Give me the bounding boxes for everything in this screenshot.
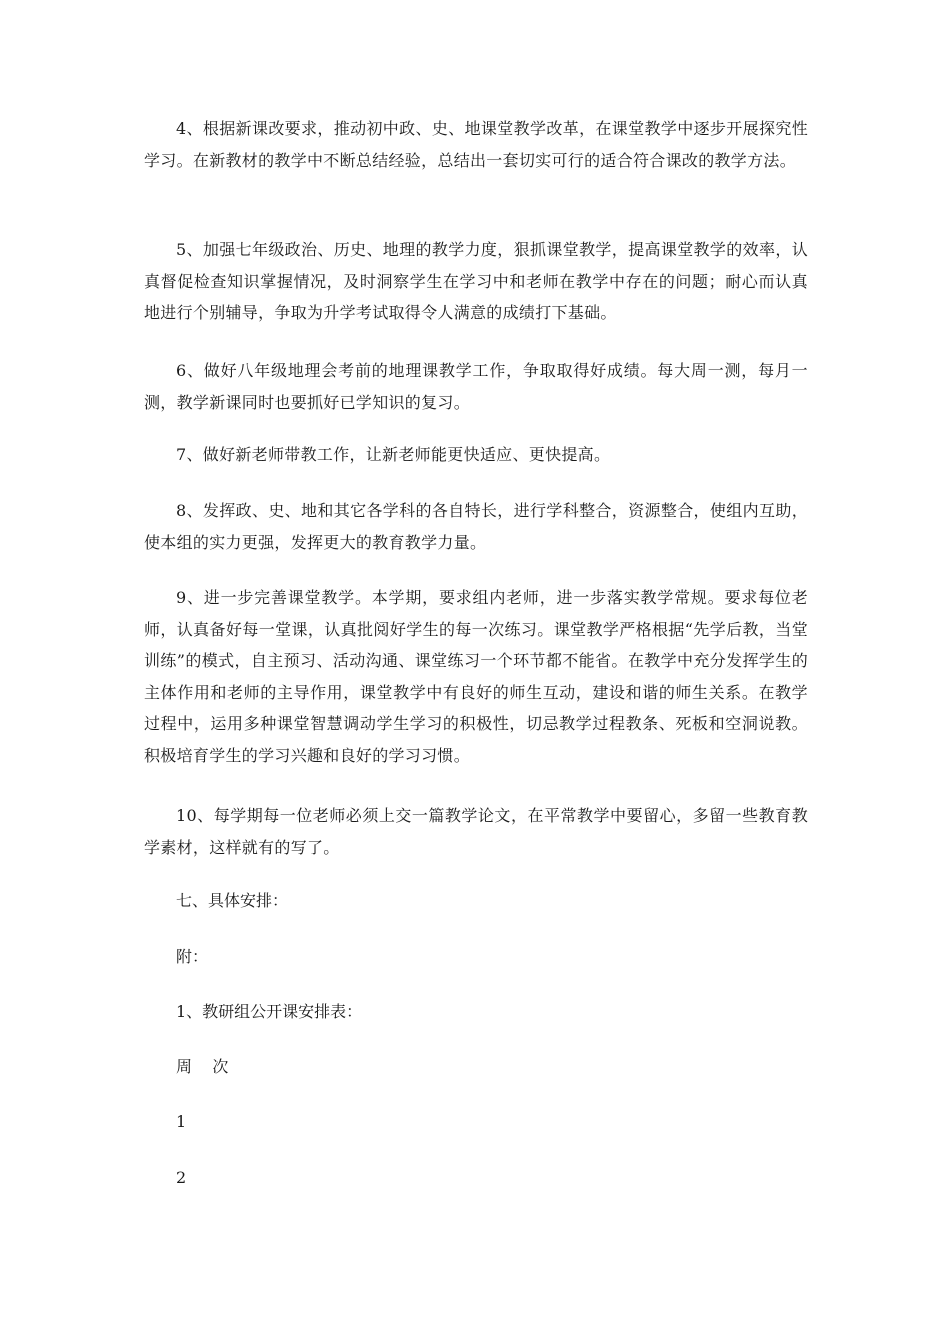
table-row: 1 [176,1112,187,1131]
paragraph-item-8: 8、发挥政、史、地和其它各学科的各自特长，进行学科整合，资源整合，使组内互助，使本组的实力更强，发挥更大的教育教学力量。 [144,501,808,552]
paragraph-item-6: 6、做好八年级地理会考前的地理课教学工作，争取取得好成绩。每大周一测，每月一测，教学新课同时也要抓好已学知识的复习。 [144,361,808,412]
paragraph-item-4: 4、根据新课改要求，推动初中政、史、地课堂教学改革，在课堂教学中逐步开展探究性学习。在新教材的教学中不断总结经验，总结出一套切实可行的适合符合课改的教学方法。 [144,119,808,170]
table-title: 1、教研组公开课安排表： [176,1002,363,1021]
table-header-week: 周 次 [176,1057,229,1076]
paragraph-item-10: 10、每学期每一位老师必须上交一篇教学论文，在平常教学中要留心，多留一些教育教学素材，这样就有的写了。 [144,806,808,857]
section-heading: 七、具体安排： [176,891,289,910]
table-row: 2 [176,1168,187,1187]
appendix-label: 附： [176,947,209,966]
paragraph-item-5: 5、加强七年级政治、历史、地理的教学力度，狠抓课堂教学，提高课堂教学的效率，认真督促检查知识掌握情况，及时洞察学生在学习中和老师在教学中存在的问题；耐心而认真地进行个别辅导，争取为升学考试取得令人满意的成绩打下基础。 [144,240,808,322]
paragraph-item-7: 7、做好新老师带教工作，让新老师能更快适应、更快提高。 [176,445,611,464]
paragraph-item-9: 9、进一步完善课堂教学。本学期，要求组内老师，进一步落实教学常规。要求每位老师，认真备好每一堂课，认真批阅好学生的每一次练习。课堂教学严格根据“先学后教，当堂训练”的模式，自主预习、活动沟通、课堂练习一个环节都不能省。在教学中充分发挥学生的主体作用和老师的主导作用，课堂教学中有良好的师生互动，建设和谐的师生关系。在教学过程中，运用多种课堂智慧调动学生学习的积极性，切忌教学过程教条、死板和空洞说教。积极培育学生的学习兴趣和良好的学习习惯。 [144,588,808,765]
